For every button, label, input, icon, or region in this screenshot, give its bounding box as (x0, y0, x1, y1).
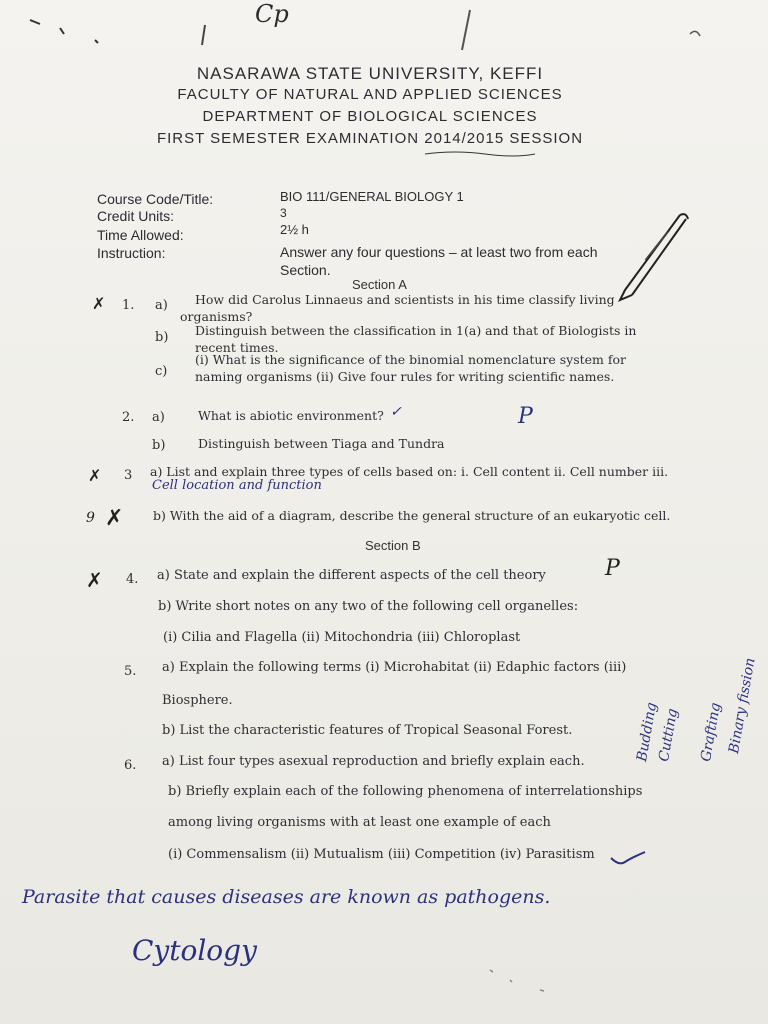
question-6a-text: a) List four types asexual reproduction and briefly explain each. (162, 754, 585, 769)
handwritten-cytology: Cytology (132, 934, 257, 967)
instruction-value-2: Section. (280, 262, 331, 278)
margin-number-9: 9 (86, 510, 95, 526)
course-value: BIO 111/GENERAL BIOLOGY 1 (280, 189, 464, 204)
p-mark-2: P (605, 556, 620, 581)
question-5-number: 5. (124, 664, 137, 679)
faculty-name: FACULTY OF NATURAL AND APPLIED SCIENCES (177, 86, 563, 103)
question-3b-text: b) With the aid of a diagram, describe the general structure of an eukaryotic cell. (153, 508, 671, 523)
cross-mark-3: ✗ (88, 466, 102, 485)
question-6b-list: (i) Commensalism (ii) Mutualism (iii) Competition (iv) Parasitism (168, 847, 595, 862)
question-2a-label: a) (152, 410, 165, 425)
section-b-heading: Section B (365, 538, 421, 553)
question-6-number: 6. (124, 758, 137, 773)
course-label: Course Code/Title: (97, 191, 214, 207)
credit-value: 3 (280, 206, 287, 220)
question-3a-text: a) List and explain three types of cells based on: i. Cell content ii. Cell number iii. (150, 464, 669, 479)
question-4b-list: (i) Cilia and Flagella (ii) Mitochondria (iii) Chloroplast (163, 630, 521, 645)
question-2a-text: What is abiotic environment? (198, 408, 384, 423)
cross-mark-1: ✗ (92, 294, 106, 313)
side-note-binary-fission: Binary fission (726, 656, 759, 755)
cross-mark-4: ✗ (86, 568, 103, 592)
question-2b-label: b) (152, 438, 166, 453)
pen-sketch (610, 205, 690, 305)
side-note-grafting: Grafting (698, 701, 725, 763)
underline-scribble (420, 148, 540, 160)
time-label: Time Allowed: (97, 227, 184, 243)
question-5a-text: a) Explain the following terms (i) Microhabitat (ii) Edaphic factors (iii) (162, 660, 627, 675)
question-6b-text: b) Briefly explain each of the following phenomena of interrelationships (168, 784, 643, 799)
question-1b-text: Distinguish between the classification in 1(a) and that of Biologists in (195, 323, 637, 338)
side-note-budding: Budding (634, 701, 661, 763)
instruction-value: Answer any four questions – at least two from each (280, 244, 598, 260)
question-1-number: 1. (122, 298, 135, 313)
exam-session: FIRST SEMESTER EXAMINATION 2014/2015 SESSION (156, 130, 584, 147)
corner-scribble (0, 0, 768, 60)
question-2-number: 2. (122, 410, 135, 425)
question-1b-label: b) (155, 330, 169, 345)
question-1c-text: (i) What is the significance of the binomial nomenclature system for (195, 352, 627, 367)
handwritten-cell-location: Cell location and function (152, 478, 322, 493)
section-a-heading: Section A (352, 277, 407, 292)
question-5a-text-2: Biosphere. (162, 693, 233, 708)
question-1a-text-2: organisms? (180, 309, 253, 324)
question-6b-text-2: among living organisms with at least one example of each (168, 815, 551, 830)
question-4a-text: a) State and explain the different aspects of the cell theory (157, 568, 546, 583)
question-1b-text-2: recent times. (195, 340, 279, 355)
university-name: NASARAWA STATE UNIVERSITY, KEFFI (196, 64, 544, 83)
department-name: DEPARTMENT OF BIOLOGICAL SCIENCES (202, 108, 538, 125)
time-value: 2½ h (280, 222, 309, 237)
question-4-number: 4. (126, 572, 139, 587)
cross-mark-3b: ✗ (105, 506, 124, 531)
bottom-marks (480, 960, 600, 1000)
check-mark-icon: ✓ (390, 404, 402, 420)
question-5b-text: b) List the characteristic features of Tropical Seasonal Forest. (162, 723, 573, 738)
instruction-label: Instruction: (97, 245, 166, 261)
signature: Cp (255, 0, 289, 28)
question-1c-label: c) (155, 364, 168, 379)
question-1a-label: a) (155, 298, 168, 313)
question-1a-text: How did Carolus Linnaeus and scientists in his time classify living (195, 292, 615, 307)
handwritten-note: Parasite that causes diseases are known as pathogens. (22, 886, 551, 908)
credit-label: Credit Units: (97, 208, 175, 224)
p-mark-1: P (518, 404, 533, 429)
check-swoosh (608, 848, 648, 868)
question-2b-text: Distinguish between Tiaga and Tundra (198, 436, 445, 451)
question-1c-text-2: naming organisms (ii) Give four rules for writing scientific names. (195, 369, 615, 384)
question-3-number: 3 (124, 468, 133, 483)
question-4b-text: b) Write short notes on any two of the following cell organelles: (158, 599, 579, 614)
side-note-cutting: Cutting (656, 707, 682, 763)
